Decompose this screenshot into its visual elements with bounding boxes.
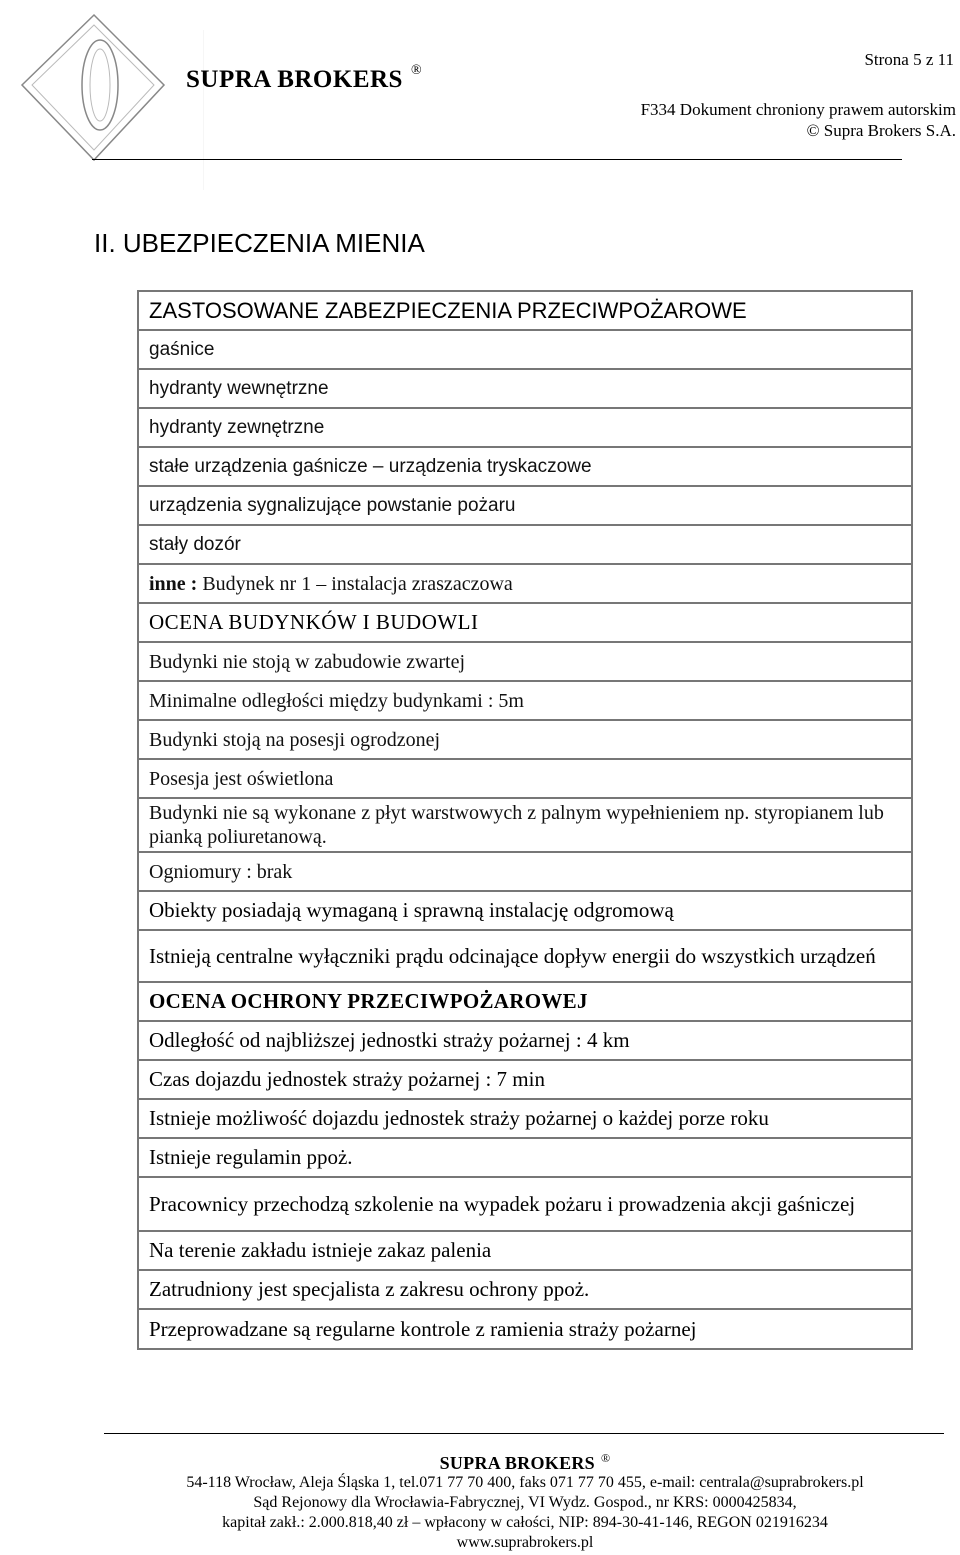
table-row: gaśnice bbox=[138, 330, 912, 369]
table-row: urządzenia sygnalizujące powstanie pożaru bbox=[138, 486, 912, 525]
footer-divider bbox=[104, 1433, 944, 1434]
footer-capital: kapitał zakł.: 2.000.818,40 zł – wpłacony w całości, NIP: 894-30-41-146, REGON 021916234 bbox=[222, 1514, 828, 1531]
supra-brokers-logo bbox=[14, 10, 204, 190]
page-number: Strona 5 z 11 bbox=[864, 50, 954, 69]
registered-mark: ® bbox=[410, 62, 423, 78]
copyright-owner: © Supra Brokers S.A. bbox=[806, 121, 956, 140]
table-row: Przeprowadzane są regularne kontrole z ramienia straży pożarnej bbox=[138, 1309, 912, 1349]
table-row: Istnieją centralne wyłączniki prądu odcinające dopływ energii do wszystkich urządzeń bbox=[138, 930, 912, 982]
table-row: Na terenie zakładu istnieje zakaz palenia bbox=[138, 1231, 912, 1270]
table-row: Posesja jest oświetlona bbox=[138, 759, 912, 798]
table-row-other bbox=[138, 564, 912, 603]
fire-protection-heading: ZASTOSOWANE ZABEZPIECZENIA PRZECIWPOŻAROWE bbox=[138, 291, 912, 330]
table-row: Budynki nie stoją w zabudowie zwartej bbox=[138, 642, 912, 681]
table-row: Budynki stoją na posesji ogrodzonej bbox=[138, 720, 912, 759]
table-row: hydranty wewnętrzne bbox=[138, 369, 912, 408]
buildings-heading: OCENA BUDYNKÓW I BUDOWLI bbox=[138, 603, 912, 642]
table-row: hydranty zewnętrzne bbox=[138, 408, 912, 447]
other-value: Budynek nr 1 – instalacja zraszaczowa bbox=[202, 572, 513, 595]
copyright-notice bbox=[641, 99, 956, 141]
table-row: stały dozór bbox=[138, 525, 912, 564]
table-row: Obiekty posiadają wymaganą i sprawną instalację odgromową bbox=[138, 891, 912, 930]
header-divider bbox=[92, 159, 902, 160]
table-row: stałe urządzenia gaśnicze – urządzenia tryskaczowe bbox=[138, 447, 912, 486]
footer-court: Sąd Rejonowy dla Wrocławia-Fabrycznej, VI Wydz. Gospod., nr KRS: 0000425834, bbox=[253, 1494, 797, 1511]
footer-address: 54-118 Wrocław, Aleja Śląska 1, tel.071 77 70 400, faks 071 77 70 455, e-mail: centrala@suprabrokers.pl bbox=[186, 1474, 864, 1491]
table-row: Zatrudniony jest specjalista z zakresu ochrony ppoż. bbox=[138, 1270, 912, 1309]
table-row: Ogniomury : brak bbox=[138, 852, 912, 891]
registered-mark: ® bbox=[601, 1451, 611, 1465]
doc-code: F334 Dokument chroniony prawem autorskim bbox=[640, 100, 956, 119]
table-row: Istnieje możliwość dojazdu jednostek straży pożarnej o każdej porze roku bbox=[138, 1099, 912, 1138]
fire-protection-assessment-heading: OCENA OCHRONY PRZECIWPOŻAROWEJ bbox=[138, 982, 912, 1021]
section-title: II. UBEZPIECZENIA MIENIA bbox=[94, 228, 425, 258]
other-label: inne : bbox=[149, 572, 198, 595]
table-row: Minimalne odległości między budynkami : 5m bbox=[138, 681, 912, 720]
header-brand: SUPRA BROKERS ® bbox=[186, 62, 423, 93]
footer-website: www.suprabrokers.pl bbox=[456, 1534, 594, 1551]
footer bbox=[0, 1448, 960, 1553]
table-row: Czas dojazdu jednostek straży pożarnej : 7 min bbox=[138, 1060, 912, 1099]
table-row: Budynki nie są wykonane z płyt warstwowych z palnym wypełnieniem np. styropianem lub pianką poliuretanową. bbox=[138, 798, 912, 852]
table-row: Istnieje regulamin ppoż. bbox=[138, 1138, 912, 1177]
footer-brand: SUPRA BROKERS ® bbox=[439, 1451, 611, 1473]
table-row: Pracownicy przechodzą szkolenie na wypadek pożaru i prowadzenia akcji gaśniczej bbox=[138, 1177, 912, 1231]
property-insurance-table bbox=[137, 290, 913, 1350]
table-row: Odległość od najbliższej jednostki straży pożarnej : 4 km bbox=[138, 1021, 912, 1060]
